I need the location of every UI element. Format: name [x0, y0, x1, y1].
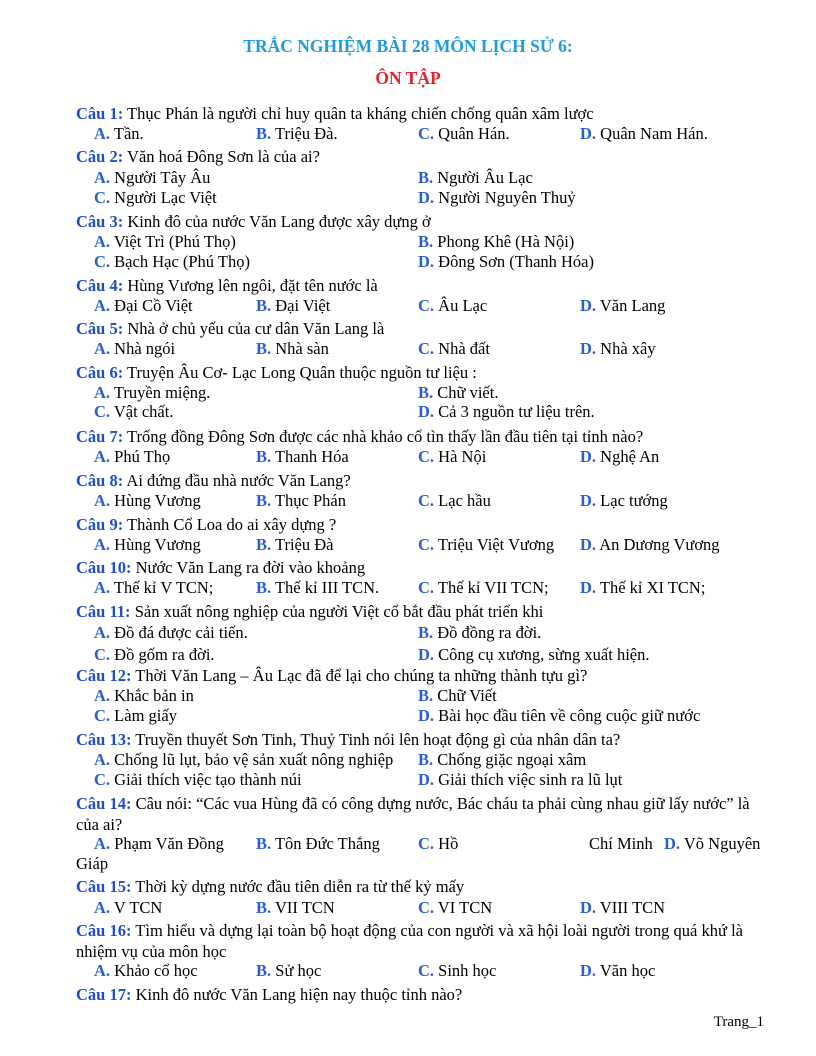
option-text: Nhà ngói [114, 339, 176, 358]
option-letter: D. [418, 645, 435, 664]
answer-row [0, 961, 816, 981]
answer-option [94, 645, 215, 665]
question-text: Thời Văn Lang – Âu Lạc đã để lại cho chúng ta những thành tựu gì? [131, 666, 588, 685]
option-text: Chữ viết. [437, 383, 499, 402]
question-stem [76, 602, 768, 623]
answer-option [94, 402, 173, 422]
option-letter: A. [94, 124, 111, 143]
answer-row [0, 124, 816, 144]
option-text: Người Tây Âu [114, 168, 211, 187]
question-text: Tìm hiểu và dựng lại toàn bộ hoạt động của con người và xã hội loài người trong quá khứ là nhiệm vụ của môn học [76, 921, 743, 961]
question-stem [76, 471, 768, 492]
option-letter: C. [418, 447, 435, 466]
answer-option [418, 535, 554, 555]
option-letter: C. [418, 578, 435, 597]
option-letter: D. [580, 491, 597, 510]
answer-option [418, 339, 490, 359]
option-letter: A. [94, 296, 111, 315]
question-label: Câu 13: [76, 730, 132, 749]
option-letter: D. [580, 447, 597, 466]
answer-option [256, 535, 333, 555]
option-text: Võ Nguyên [683, 834, 761, 853]
option-letter: A. [94, 491, 111, 510]
option-text: Nhà đất [438, 339, 490, 358]
answer-option [418, 188, 576, 208]
answer-option [589, 834, 653, 854]
question-label: Câu 9: [76, 515, 124, 534]
answer-option [94, 296, 193, 316]
option-text: Hà Nội [438, 447, 487, 466]
question-text: Câu nói: “Các vua Hùng đã có công dựng nước, Bác cháu ta phải cùng nhau giữ lấy nước” là của ai? [76, 794, 750, 834]
answer-option [580, 124, 708, 144]
answer-option [94, 750, 393, 770]
option-text: Giải thích việc sinh ra lũ lụt [438, 770, 623, 789]
question-text: Văn hoá Đông Sơn là của ai? [123, 147, 320, 166]
option-letter: A. [94, 623, 111, 642]
answer-option [418, 770, 622, 790]
answer-option [94, 578, 213, 598]
option-letter: C. [418, 898, 435, 917]
option-letter: C. [418, 535, 435, 554]
question-label: Câu 2: [76, 147, 124, 166]
answer-option [418, 961, 496, 981]
option-text: Giáp [76, 854, 109, 873]
question-label: Câu 12: [76, 666, 132, 685]
answer-row [0, 339, 816, 359]
answer-row [0, 232, 816, 252]
answer-row [0, 834, 816, 854]
option-text: Chống lũ lụt, bảo vệ sản xuất nông nghiệp [114, 750, 394, 769]
answer-option [94, 168, 210, 188]
answer-option [256, 124, 338, 144]
option-letter: A. [94, 383, 111, 402]
option-text: Khảo cổ học [114, 961, 198, 980]
option-text: Phong Khê (Hà Nội) [437, 232, 575, 251]
option-text: Sinh học [438, 961, 497, 980]
answer-option [418, 252, 594, 272]
option-text: Triệu Đà [274, 535, 334, 554]
answer-row [0, 578, 816, 598]
option-text: Việt Trì (Phú Thọ) [113, 232, 236, 251]
option-letter: C. [94, 188, 111, 207]
page-title: TRẮC NGHIỆM BÀI 28 MÔN LỊCH SỬ 6: [243, 36, 573, 56]
answer-option [256, 447, 349, 467]
option-letter: B. [256, 898, 272, 917]
question-stem [76, 730, 768, 751]
answer-option [418, 383, 498, 403]
answer-option [94, 232, 236, 252]
option-letter: A. [94, 834, 111, 853]
question-text: Truyền thuyết Sơn Tinh, Thuỷ Tinh nói lên hoạt động gì của nhân dân ta? [131, 730, 621, 749]
option-text: An Dương Vương [599, 535, 720, 554]
option-letter: C. [94, 402, 111, 421]
option-text: Bài học đầu tiên về công cuộc giữ nước [438, 706, 701, 725]
page-subtitle: ÔN TẬP [375, 68, 441, 88]
option-letter: D. [418, 402, 435, 421]
option-letter: D. [418, 706, 435, 725]
answer-option [418, 898, 492, 918]
option-text: Hồ [438, 834, 459, 853]
option-letter: D. [664, 834, 681, 853]
option-text: Văn học [599, 961, 656, 980]
option-text: Người Âu Lạc [437, 168, 533, 187]
option-text: Lạc tướng [600, 491, 668, 510]
answer-option [94, 898, 162, 918]
option-letter: A. [94, 961, 111, 980]
option-letter: B. [418, 383, 434, 402]
option-letter: C. [418, 296, 435, 315]
answer-option [580, 491, 668, 511]
option-text: Chí Minh [589, 834, 653, 853]
answer-row [0, 252, 816, 272]
option-text: Thanh Hóa [274, 447, 349, 466]
option-letter: C. [418, 124, 435, 143]
question-label: Câu 11: [76, 602, 131, 621]
question-label: Câu 3: [76, 212, 124, 231]
option-text: Hùng Vương [114, 491, 201, 510]
option-letter: D. [418, 252, 435, 271]
answer-option [94, 535, 201, 555]
question-text: Truyện Âu Cơ- Lạc Long Quân thuộc nguồn tư liệu : [123, 363, 477, 382]
option-text: Quân Hán. [438, 124, 510, 143]
question-text: Nhà ở chủ yếu của cư dân Văn Lang là [123, 319, 385, 338]
question-stem [76, 794, 768, 835]
option-letter: D. [580, 535, 597, 554]
answer-option [580, 578, 705, 598]
option-text: Khắc bản in [114, 686, 194, 705]
option-letter: C. [418, 491, 435, 510]
option-letter: B. [256, 535, 272, 554]
option-letter: B. [256, 834, 272, 853]
option-text: Phạm Văn Đồng [114, 834, 224, 853]
answer-option [94, 834, 224, 854]
answer-row [0, 383, 816, 403]
answer-option [94, 339, 175, 359]
answer-option [94, 447, 170, 467]
option-text: V TCN [113, 898, 163, 917]
option-text: Văn Lang [599, 296, 666, 315]
answer-option [418, 124, 510, 144]
option-text: VIII TCN [599, 898, 666, 917]
answer-row [0, 770, 816, 790]
answer-option [94, 770, 302, 790]
answer-option [418, 168, 533, 188]
option-text: Tần. [113, 124, 144, 143]
answer-option [580, 898, 665, 918]
option-text: Sử học [275, 961, 322, 980]
answer-option [256, 961, 321, 981]
answer-option [418, 706, 700, 726]
answer-option [418, 645, 649, 665]
question-stem [76, 363, 768, 384]
question-text: Hùng Vương lên ngôi, đặt tên nước là [123, 276, 378, 295]
option-letter: D. [580, 898, 597, 917]
question-stem [76, 558, 768, 579]
question-label: Câu 4: [76, 276, 124, 295]
answer-option [418, 402, 595, 422]
question-label: Câu 6: [76, 363, 124, 382]
option-letter: B. [418, 750, 434, 769]
option-letter: B. [418, 232, 434, 251]
option-letter: D. [580, 578, 597, 597]
option-text: Nhà sàn [275, 339, 329, 358]
answer-row [0, 623, 816, 643]
answer-option [580, 296, 665, 316]
option-letter: A. [94, 232, 111, 251]
question-stem [76, 666, 768, 687]
option-letter: A. [94, 447, 111, 466]
answer-row [0, 898, 816, 918]
option-text: Thế kỉ III TCN. [274, 578, 380, 597]
option-text: Hùng Vương [114, 535, 201, 554]
option-letter: B. [256, 578, 272, 597]
question-text: Sản xuất nông nghiệp của người Việt cổ bắt đầu phát triển khi [130, 602, 544, 621]
answer-row [0, 447, 816, 467]
answer-row [0, 296, 816, 316]
answer-row [0, 645, 816, 665]
question-label: Câu 17: [76, 985, 132, 1004]
answer-option [580, 339, 656, 359]
question-label: Câu 1: [76, 104, 124, 123]
answer-option [418, 491, 491, 511]
option-text: Âu Lạc [438, 296, 488, 315]
option-text: Thế kỉ V TCN; [113, 578, 214, 597]
question-text: Ai đứng đầu nhà nước Văn Lang? [123, 471, 351, 490]
option-letter: A. [94, 535, 111, 554]
option-text: Quân Nam Hán. [600, 124, 708, 143]
option-letter: D. [580, 296, 597, 315]
option-text: Đại Cồ Việt [114, 296, 193, 315]
option-letter: C. [418, 339, 435, 358]
option-letter: A. [94, 898, 111, 917]
answer-option [418, 296, 487, 316]
question-label: Câu 5: [76, 319, 124, 338]
option-text: Chống giặc ngoại xâm [437, 750, 587, 769]
question-label: Câu 14: [76, 794, 132, 813]
option-text: Triệu Đà. [274, 124, 338, 143]
option-text: Triệu Việt Vương [437, 535, 555, 554]
option-letter: B. [256, 491, 272, 510]
option-letter: B. [256, 447, 272, 466]
answer-option [664, 834, 760, 854]
answer-option [256, 578, 379, 598]
option-text: Cả 3 nguồn tư liệu trên. [438, 402, 595, 421]
answer-row [0, 686, 816, 706]
answer-option [256, 491, 346, 511]
answer-option [256, 296, 330, 316]
option-text: Đồ gốm ra đời. [114, 645, 215, 664]
answer-option [94, 491, 201, 511]
answer-option [256, 898, 335, 918]
answer-option [94, 188, 217, 208]
question-stem [76, 276, 768, 297]
answer-option [94, 252, 250, 272]
answer-option [94, 124, 144, 144]
answer-option [94, 961, 198, 981]
question-stem [76, 515, 768, 536]
option-letter: B. [418, 686, 434, 705]
question-label: Câu 7: [76, 427, 124, 446]
option-text: Chữ Viết [437, 686, 497, 705]
answer-option [94, 383, 210, 403]
option-text: Người Nguyên Thuỷ [438, 188, 576, 207]
page-number: Trang_1 [713, 1014, 764, 1030]
option-letter: B. [256, 961, 272, 980]
option-text: Lạc hầu [438, 491, 491, 510]
option-letter: A. [94, 686, 111, 705]
option-text: Nghệ An [600, 447, 660, 466]
answer-row [0, 168, 816, 188]
answer-option [256, 834, 380, 854]
question-text: Trống đồng Đông Sơn được các nhà khảo cổ tìn thấy lần đầu tiên tại tỉnh nào? [123, 427, 644, 446]
option-letter: C. [418, 834, 435, 853]
question-stem [76, 104, 768, 125]
option-text: Công cụ xương, sừng xuất hiện. [438, 645, 650, 664]
option-text: Nhà xây [600, 339, 656, 358]
option-letter: C. [94, 252, 111, 271]
option-letter: A. [94, 750, 111, 769]
option-letter: D. [580, 339, 597, 358]
answer-option [418, 447, 486, 467]
option-text: Truyền miệng. [113, 383, 211, 402]
question-label: Câu 15: [76, 877, 132, 896]
answer-row [0, 491, 816, 511]
option-letter: A. [94, 578, 111, 597]
option-text: Đồ đá được cải tiến. [114, 623, 248, 642]
answer-option [418, 578, 549, 598]
option-letter: A. [94, 339, 111, 358]
question-stem [76, 147, 768, 168]
answer-row [0, 402, 816, 422]
answer-row [0, 706, 816, 726]
question-stem [76, 212, 768, 233]
answer-row [0, 535, 816, 555]
option-text: Đại Việt [275, 296, 331, 315]
option-text: Thục Phán [274, 491, 346, 510]
question-label: Câu 10: [76, 558, 132, 577]
option-letter: D. [580, 124, 597, 143]
answer-row [0, 188, 816, 208]
answer-option [580, 961, 655, 981]
answer-option [418, 834, 458, 854]
option-text: Vật chất. [113, 402, 174, 421]
question-stem [76, 877, 768, 898]
answer-option [256, 339, 329, 359]
option-letter: B. [418, 623, 434, 642]
option-text: Làm giấy [114, 706, 177, 725]
option-text: Thế kỉ VII TCN; [437, 578, 549, 597]
option-text: Giải thích việc tạo thành núi [114, 770, 302, 789]
option-letter: B. [256, 124, 272, 143]
question-text: Kinh đô nước Văn Lang hiện nay thuộc tỉnh nào? [131, 985, 463, 1004]
answer-option [418, 750, 586, 770]
option-text: Phú Thọ [114, 447, 171, 466]
question-text: Thục Phán là người chỉ huy quân ta kháng chiến chống quân xâm lược [123, 104, 594, 123]
question-label: Câu 16: [76, 921, 132, 940]
option-text: Tôn Đức Thắng [274, 834, 380, 853]
answer-option [418, 686, 497, 706]
option-letter: C. [418, 961, 435, 980]
option-text: Người Lạc Việt [114, 188, 217, 207]
option-text: Đồ đồng ra đời. [437, 623, 542, 642]
option-letter: A. [94, 168, 111, 187]
answer-option [94, 686, 194, 706]
answer-option [418, 623, 541, 643]
answer-option [94, 706, 177, 726]
question-stem [76, 985, 768, 1006]
option-letter: D. [418, 770, 435, 789]
question-stem [76, 427, 768, 448]
question-text: Thời kỳ dựng nước đầu tiên diễn ra từ thế kỷ mấy [131, 877, 465, 896]
answer-option [94, 623, 248, 643]
answer-option [580, 447, 659, 467]
answer-option [418, 232, 574, 252]
question-text: Nước Văn Lang ra đời vào khoảng [131, 558, 366, 577]
option-text: Bạch Hạc (Phú Thọ) [114, 252, 250, 271]
option-letter: B. [256, 339, 272, 358]
option-letter: B. [418, 168, 434, 187]
question-stem [76, 921, 768, 962]
option-text: Thế kỉ XI TCN; [599, 578, 706, 597]
question-text: Kinh đô của nước Văn Lang được xây dựng ở [123, 212, 431, 231]
option-letter: C. [94, 645, 111, 664]
answer-wrap-line [0, 854, 816, 874]
option-letter: D. [580, 961, 597, 980]
option-text: VI TCN [437, 898, 493, 917]
question-stem [76, 319, 768, 340]
answer-option [580, 535, 720, 555]
option-letter: D. [418, 188, 435, 207]
option-letter: C. [94, 770, 111, 789]
question-text: Thành Cổ Loa do ai xây dựng ? [123, 515, 337, 534]
option-letter: C. [94, 706, 111, 725]
question-label: Câu 8: [76, 471, 124, 490]
option-letter: B. [256, 296, 272, 315]
option-text: Đông Sơn (Thanh Hóa) [438, 252, 594, 271]
answer-row [0, 750, 816, 770]
option-text: VII TCN [274, 898, 335, 917]
